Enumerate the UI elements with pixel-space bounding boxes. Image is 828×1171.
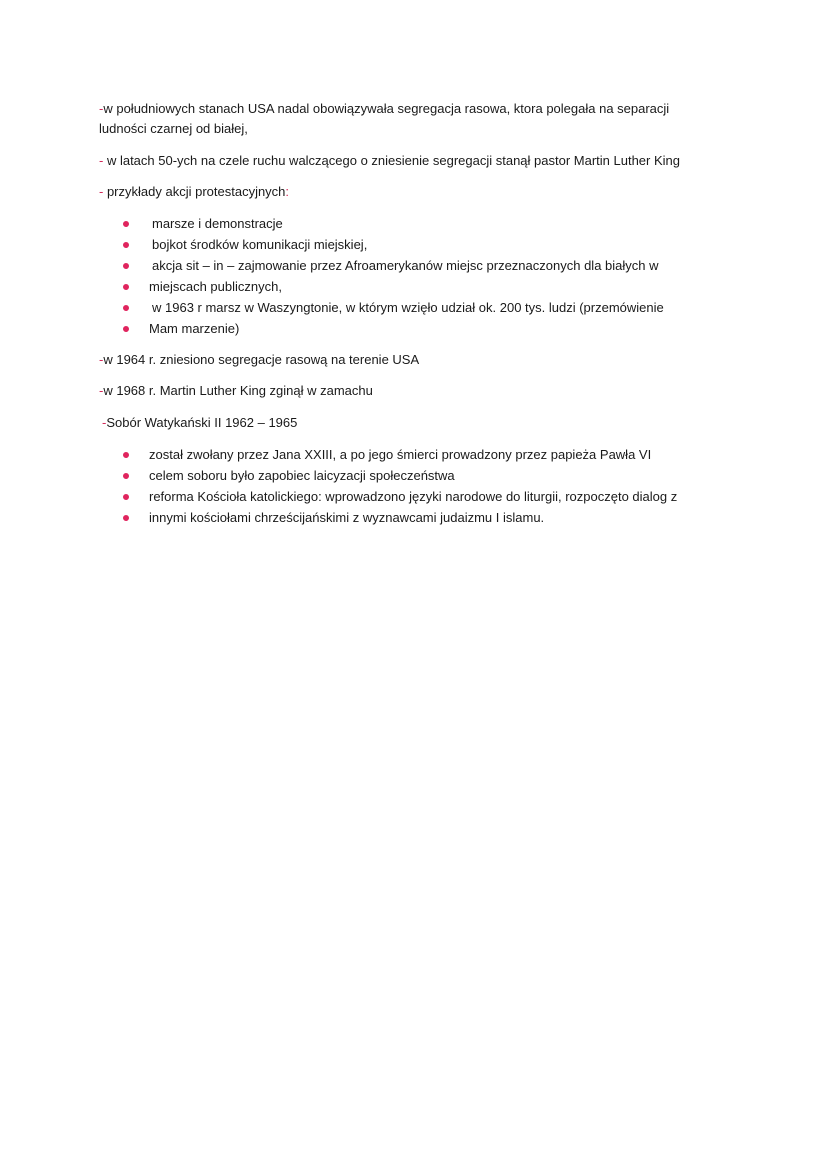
paragraph-segregation-line1 [99, 100, 669, 118]
paragraph-text: w południowych stanach USA nadal obowiązywała segregacja rasowa, ktora polegała na separacji [103, 101, 670, 116]
colon-marker: : [285, 184, 290, 199]
list-item: celem soboru było zapobiec laicyzacji społeczeństwa [149, 468, 455, 483]
paragraph-text: ludności czarnej od białej, [99, 121, 248, 136]
bullet-icon [123, 263, 129, 269]
list-item: innymi kościołami chrześcijańskimi z wyznawcami judaizmu I islamu. [149, 510, 545, 525]
bullet-icon [123, 515, 129, 521]
paragraph-mlk-leader [99, 152, 680, 170]
bullet-icon [123, 494, 129, 500]
dash-marker: - [99, 184, 104, 199]
dash-marker: - [99, 101, 104, 116]
paragraph-segregation-line2 [99, 120, 248, 138]
paragraph-mlk-death [99, 382, 373, 400]
list-item: bojkot środków komunikacji miejskiej, [152, 237, 368, 252]
paragraph-vatican-council [102, 414, 297, 432]
dash-marker: - [99, 153, 104, 168]
dash-marker: - [99, 383, 104, 398]
bullet-icon [123, 284, 129, 290]
bullet-icon [123, 326, 129, 332]
paragraph-segregation-abolished [99, 351, 419, 369]
dash-marker: - [99, 352, 104, 367]
paragraph-text: w 1964 r. zniesiono segregacje rasową na terenie USA [103, 352, 420, 367]
list-item: marsze i demonstracje [152, 216, 283, 231]
paragraph-text: Sobór Watykański II 1962 – 1965 [106, 415, 298, 430]
paragraph-text: w 1968 r. Martin Luther King zginął w zamachu [103, 383, 373, 398]
list-item: miejscach publicznych, [149, 279, 282, 294]
list-item: akcja sit – in – zajmowanie przez Afroamerykanów miejsc przeznaczonych dla białych w [152, 258, 659, 273]
list-item: Mam marzenie) [149, 321, 240, 336]
bullet-icon [123, 452, 129, 458]
paragraph-text: w latach 50-ych na czele ruchu walczącego o zniesienie segregacji stanął pastor Martin Luther King [103, 153, 680, 168]
paragraph-protest-heading [99, 183, 289, 201]
list-item: w 1963 r marsz w Waszyngtonie, w którym wzięło udział ok. 200 tys. ludzi (przemówienie [152, 300, 664, 315]
paragraph-text: przykłady akcji protestacyjnych [103, 184, 286, 199]
dash-marker: - [102, 415, 107, 430]
bullet-icon [123, 473, 129, 479]
bullet-icon [123, 221, 129, 227]
bullet-icon [123, 305, 129, 311]
list-item: reforma Kościoła katolickiego: wprowadzono języki narodowe do liturgii, rozpoczęto dialog z [149, 489, 678, 504]
bullet-icon [123, 242, 129, 248]
list-item: został zwołany przez Jana XXIII, a po jego śmierci prowadzony przez papieża Pawła VI [149, 447, 652, 462]
